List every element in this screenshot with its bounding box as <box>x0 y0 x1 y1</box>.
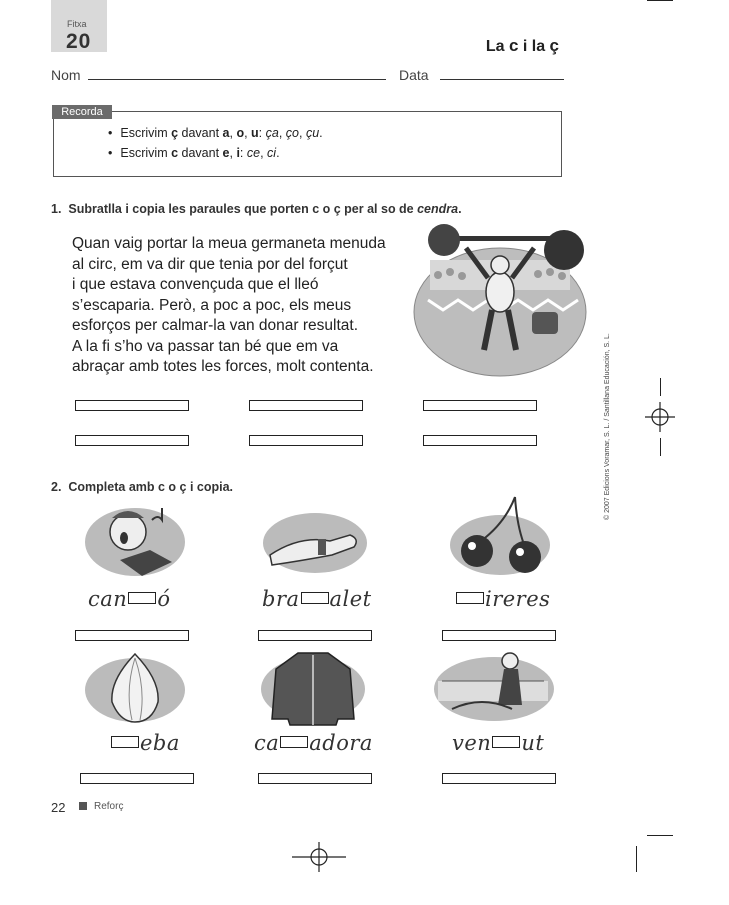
rule-text: , <box>244 126 252 140</box>
word-fill-1 <box>88 587 170 611</box>
fitxa-number: 20 <box>66 30 92 53</box>
answer-box[interactable] <box>423 435 537 446</box>
answer-box[interactable] <box>442 630 556 641</box>
copyright-note: © 2007 Edicions Voramar, S. L. / Santillana Educación, S. L. <box>604 333 611 520</box>
footer-section: Reforç <box>94 801 124 812</box>
rule-2: • Escrivim c davant e, i: ce, ci. <box>108 146 280 160</box>
rule-bold: c <box>171 146 179 160</box>
answer-box[interactable] <box>442 773 556 784</box>
fitxa-label: Fitxa <box>67 19 87 29</box>
passage-line: al circ, em va dir que tenia por del forçut <box>72 255 348 273</box>
data-label: Data <box>399 67 429 83</box>
crop-mark <box>660 438 661 456</box>
passage <box>72 234 386 378</box>
passage-line: Quan vaig portar la meua germaneta menuda <box>72 235 386 252</box>
answer-box[interactable] <box>258 773 372 784</box>
word-part: ut <box>521 731 545 755</box>
cherries-illustration <box>445 493 555 583</box>
singer-illustration <box>80 500 190 580</box>
letter-slot[interactable] <box>111 736 139 748</box>
word-part: ó <box>157 587 171 611</box>
strongman-illustration <box>408 220 593 380</box>
exercise-number: 1. <box>51 202 62 216</box>
exercise-2-instruction <box>51 480 233 494</box>
title-letter-cc: ç <box>549 36 559 55</box>
rule-bold: a <box>222 126 230 140</box>
word-fill-2 <box>262 587 372 611</box>
letter-slot[interactable] <box>301 592 329 604</box>
crop-mark <box>636 846 637 872</box>
crop-mark <box>647 0 673 1</box>
word-part: bra <box>262 587 300 611</box>
recorda-tag: Recorda <box>52 105 112 119</box>
rule-text: , <box>278 126 286 140</box>
letter-slot[interactable] <box>280 736 308 748</box>
rule-text: davant <box>178 146 223 160</box>
letter-slot[interactable] <box>456 592 484 604</box>
onion-illustration <box>80 650 190 730</box>
nom-label: Nom <box>51 67 81 83</box>
rule-bold: o <box>236 126 245 140</box>
word-part: can <box>88 587 128 611</box>
instruction-text: Completa amb c o ç i copia. <box>68 480 234 494</box>
crop-mark <box>647 835 673 836</box>
answer-box[interactable] <box>75 435 189 446</box>
title-letter-c: c <box>508 36 519 55</box>
instruction-word: cendra <box>417 202 459 216</box>
title-part: La <box>485 38 509 55</box>
word-fill-5 <box>254 731 373 755</box>
answer-box[interactable] <box>75 630 189 641</box>
crop-mark <box>660 378 661 396</box>
arm-bracelet-illustration <box>260 505 370 580</box>
rule-text: , <box>260 146 268 160</box>
instruction-text: Subratlla i copia les paraules que porten c o ç per al so de <box>68 202 418 216</box>
word-part: ven <box>452 731 492 755</box>
answer-box[interactable] <box>249 400 363 411</box>
page-title <box>486 36 559 56</box>
passage-line: s’escaparia. Però, a poc a poc, els meus <box>72 296 352 314</box>
instruction-text: . <box>458 202 462 216</box>
registration-mark-icon <box>645 402 675 432</box>
answer-box[interactable] <box>258 630 372 641</box>
word-fill-4 <box>110 731 180 755</box>
rule-text: . <box>276 146 280 160</box>
rule-text: Escrivim <box>120 126 172 140</box>
rule-text: . <box>319 126 323 140</box>
word-fill-3 <box>455 587 550 611</box>
tennis-player-illustration <box>432 645 557 730</box>
registration-mark-icon <box>292 842 346 872</box>
rule-text: davant <box>178 126 223 140</box>
letter-slot[interactable] <box>128 592 156 604</box>
rule-italic: ço <box>285 126 299 140</box>
word-fill-6 <box>452 731 544 755</box>
answer-box[interactable] <box>80 773 194 784</box>
rule-bold: e <box>222 146 230 160</box>
passage-line: esforços per calmar-la van donar resultat. <box>72 317 359 334</box>
title-part: i la <box>518 38 550 55</box>
passage-line: A la fi s’ho va passar tan bé que em va <box>72 337 339 355</box>
data-field[interactable] <box>440 79 564 80</box>
word-part: ireres <box>485 587 551 611</box>
nom-field[interactable] <box>88 79 386 80</box>
word-part: adora <box>309 731 373 755</box>
rule-text: Escrivim <box>120 146 172 160</box>
rule-italic: ci <box>267 146 277 160</box>
footer-square-icon <box>79 802 87 810</box>
answer-box[interactable] <box>75 400 189 411</box>
rule-1: • Escrivim ç davant a, o, u: ça, ço, çu. <box>108 126 323 140</box>
rule-text: , <box>229 126 237 140</box>
rule-italic: çu <box>305 126 320 140</box>
rule-text: , <box>298 126 306 140</box>
rule-text: : <box>258 126 266 140</box>
word-part: alet <box>329 587 372 611</box>
answer-box[interactable] <box>423 400 537 411</box>
exercise-1-instruction <box>51 202 462 216</box>
rule-text: : <box>239 146 247 160</box>
letter-slot[interactable] <box>492 736 520 748</box>
rule-text: , <box>229 146 237 160</box>
rule-bold: u <box>251 126 259 140</box>
rule-italic: ce <box>246 146 261 160</box>
passage-line: abraçar amb totes les forces, molt contenta. <box>72 358 374 375</box>
rule-italic: ça <box>265 126 279 140</box>
answer-box[interactable] <box>249 435 363 446</box>
rule-bold: ç <box>171 126 179 140</box>
word-part: ca <box>254 731 280 755</box>
jacket-illustration <box>258 645 368 730</box>
page-number: 22 <box>51 800 66 815</box>
passage-line: i que estava convençuda que el lleó <box>72 276 319 293</box>
recorda-box <box>53 111 562 177</box>
exercise-number: 2. <box>51 480 62 494</box>
word-part: eba <box>140 731 180 755</box>
rule-bold: i <box>236 146 240 160</box>
